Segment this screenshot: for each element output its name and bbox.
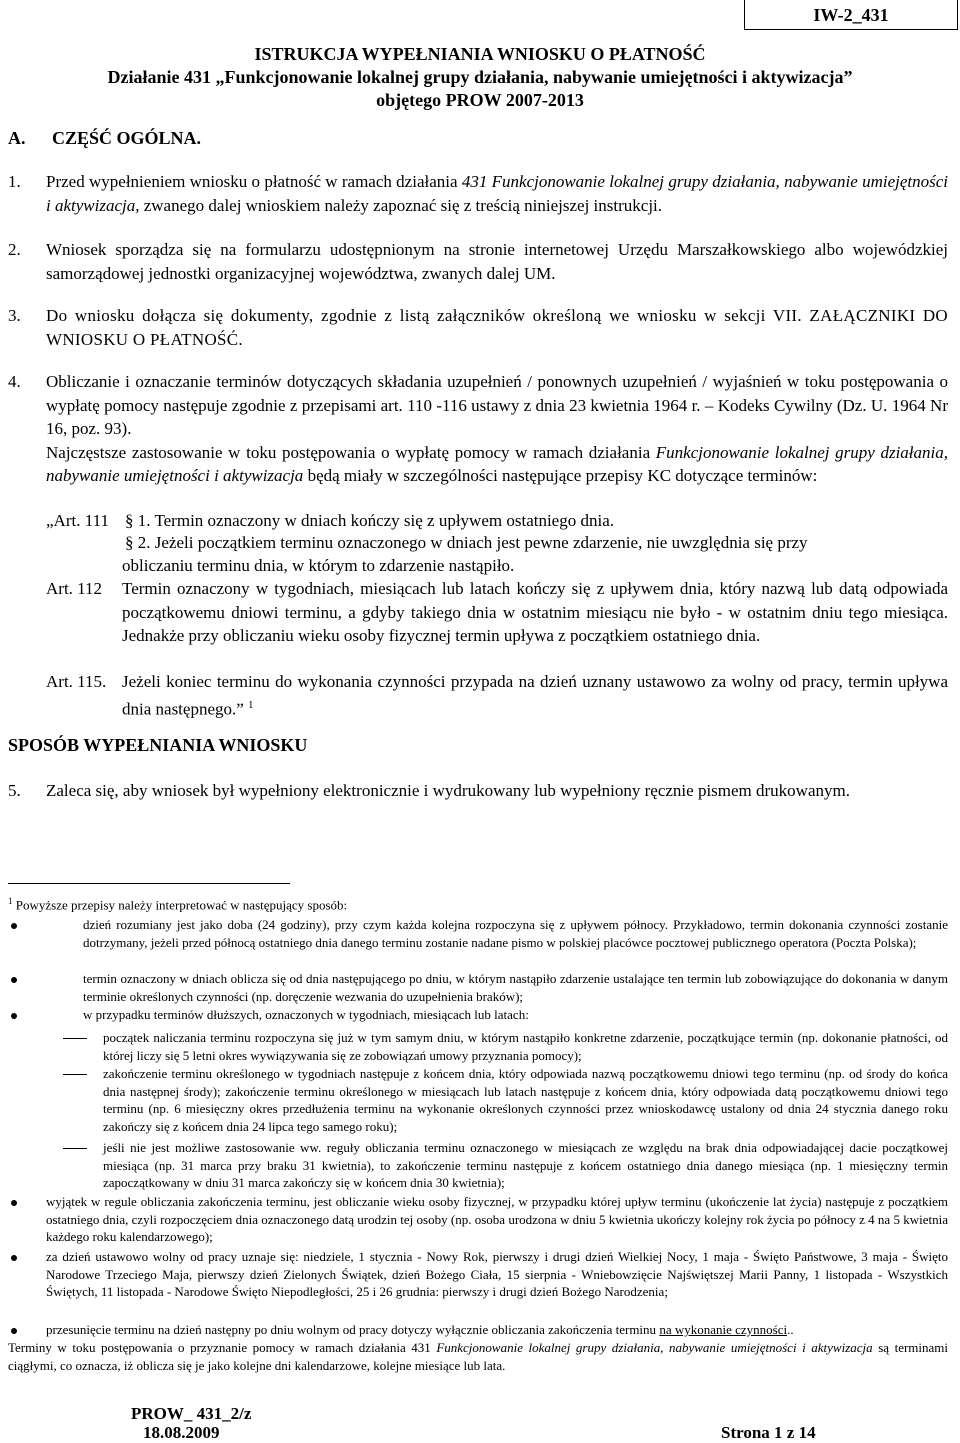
paragraph-5 <box>8 779 948 803</box>
document-subtitle: Działanie 431 „Funkcjonowanie lokalnej grupy działania, nabywanie umiejętności i aktywizacja” <box>107 67 853 87</box>
bullet-icon <box>11 977 17 983</box>
article-111-par-2: § 2. Jeżeli początkiem terminu oznaczonego w dniach jest pewne zdarzenie, nie uwzględnia się przy <box>125 533 808 552</box>
paragraph-number: 3. <box>8 306 21 325</box>
document-code: IW-2_431 <box>744 0 958 30</box>
footnote-closing <box>8 1339 948 1374</box>
footnote-intro <box>8 893 347 914</box>
section-a-heading <box>8 128 201 149</box>
footnote-dash-1: początek naliczania terminu rozpoczyna się już w tym samym dniu, w którym nastąpiło konkretne zdarzenie, początkujące termin (np. dokonanie płatności, od której liczy się 5 letni okres wywiązywania się ze zobowiązań umowy przyznania pomocy); <box>103 1030 948 1063</box>
paragraph-text: Wniosek sporządza się na formularzu udostępnionym na stronie internetowej Urzędu Marszałkowskiego albo wojewódzkiej samorządowej jednostki organizacyjnej województwa, zwanych dalej UM. <box>46 240 948 283</box>
paragraph-italic-text: 431 Funkcjonowanie lokalnej grupy działania, nabywanie umiejętności i aktywizacja, <box>46 172 948 215</box>
paragraph-text: będą miały w szczególności następujące przepisy KC dotyczące terminów: <box>303 466 818 485</box>
bullet-icon <box>11 1013 17 1019</box>
footnote-reference: 1 <box>248 698 254 711</box>
footnote-bullet-2: termin oznaczony w dniach oblicza się od dnia następującego po dniu, w którym nastąpiło zdarzenie ustalające ten termin lub zobowiązujące do dokonania w danym terminie określonych czynności (np. doręczenie wezwania do uzupełnienia braków); <box>83 971 948 1004</box>
paragraph-number: 5. <box>8 781 21 800</box>
paragraph-text: zwanego dalej wnioskiem należy zapoznać się z treścią niniejszej instrukcji. <box>139 195 663 215</box>
paragraph-2 <box>8 238 948 285</box>
footnote-bullet-1: dzień rozumiany jest jako doba (24 godziny), przy czym każda kolejna rozpoczyna się z upływem północy. Przykładowo, termin dokonania czynności zostanie dotrzymany, jeżeli przed północą ostatniego dnia danego terminu zostanie nadane pismo w polskiej placówce pocztowej publicznego operatora (Poczta Polska); <box>83 917 948 950</box>
article-115-heading: Art. 115. <box>46 672 107 691</box>
document-subtitle-program: objętego PROW 2007-2013 <box>376 90 584 110</box>
article-111-par-2-cont: obliczaniu terminu dnia, w którym to zdarzenie nastąpiło. <box>122 556 515 575</box>
bullet-icon <box>11 923 17 929</box>
article-115-text: Jeżeli koniec terminu do wykonania czynności przypada na dzień uznany ustawowo za wolny od pracy, termin upływa dnia następnego.” <box>122 672 948 719</box>
footnote-dash-2: zakończenie terminu określonego w tygodniach następuje z końcem dnia, który odpowiada nazwą początkowemu dniowi tego terminu (np. od środy do końca dnia następnej środy); zakończenie terminu określonego w miesiącach lub latach następuje z końcem dnia, który odpowiada datą początkowemu dniowi tego terminu (np. 6 miesięczny okres przedłużenia terminu na wykonanie określonych czynności przez wnioskodawcę ustalony od dnia 24 stycznia danego roku zakończy się z końcem dnia 24 lipca tego samego roku); <box>103 1066 948 1134</box>
footnote-intro-text: Powyższe przepisy należy interpretować w następujący sposób: <box>15 897 348 913</box>
article-115-body <box>122 670 948 721</box>
footnote-bullet-6-underlined: na wykonanie czynności <box>659 1322 788 1337</box>
footnote-bullet-5: za dzień ustawowo wolny od pracy uznaje się: niedziele, 1 stycznia - Nowy Rok, pierwszy i drugi dzień Wielkiej Nocy, 1 maja - Święto Państwowe, 3 maja - Święto Narodowe Trzeciego Maja, pierwszy dzień Zielonych Świątek, dzień Bożego Ciała, 15 sierpnia - Wniebowzięcie Najświętszej Marii Panny, 1 listopada - Wszystkich Świętych, 11 listopada - Narodowe Święto Niepodległości, 25 i 26 grudnia: pierwszy i drugi dzień Bożego Narodzenia; <box>46 1249 948 1299</box>
section-a-letter: A. <box>8 128 26 148</box>
dash-icon <box>63 1074 87 1075</box>
paragraph-text: Najczęstsze zastosowanie w toku postępowania o wypłatę pomocy w ramach działania <box>46 442 656 462</box>
dash-icon <box>63 1148 87 1149</box>
footnote-number: 1 <box>8 896 13 906</box>
article-112-body: Termin oznaczony w tygodniach, miesiącach lub latach kończy się z upływem dnia, który nazwą lub datą odpowiada początkowemu dniowi terminu, a gdyby takiego dnia w ostatnim miesiącu nie było - w ostatnim dniu tego miesiąca. Jednakże przy obliczaniu wieku osoby fizycznej termin upływa z początkiem ostatniego dnia. <box>122 579 948 645</box>
paragraph-number: 4. <box>8 372 21 391</box>
footnote-bullet-6-text: przesunięcie terminu na dzień następny po dniu wolnym od pracy dotyczy wyłącznie obliczania zakończenia terminu <box>46 1322 660 1337</box>
bullet-icon <box>11 1200 17 1206</box>
paragraph-1 <box>8 170 948 217</box>
footnote-bullet-6-end: .. <box>787 1322 794 1337</box>
paragraph-italic-text: Funkcjonowanie lokalnej grupy działania, nabywanie umiejętności i aktywizacja <box>46 442 948 485</box>
article-112-heading: Art. 112 <box>46 579 103 598</box>
paragraph-text: Przed wypełnieniem wniosku o płatność w ramach działania <box>46 172 462 191</box>
paragraph-text: Obliczanie i oznaczanie terminów dotyczących składania uzupełnień / ponownych uzupełnień / wyjaśnień w toku postępowania o wypłatę pomocy następuje zgodnie z przepisami art. 110 -116 ustawy z dnia 23 kwietnia 1964 r. – Kodeks Cywilny (Dz. U. 1964 Nr 16, poz. 93). <box>46 372 948 438</box>
bullet-icon <box>11 1255 17 1261</box>
paragraph-text: Zaleca się, aby wniosek był wypełniony elektronicznie i wydrukowany lub wypełniony ręcznie pismem drukowanym. <box>46 781 850 800</box>
paragraph-3 <box>8 304 948 351</box>
footnote-closing-text: są terminami ciągłymi, co oznacza, iż oblicza się je jako kolejne dni kalendarzowe, kolejne miesiące lub lata. <box>8 1340 949 1373</box>
paragraph-number: 1. <box>8 172 21 191</box>
section-a-label: CZĘŚĆ OGÓLNA. <box>52 128 202 148</box>
footnote-closing-italic: Funkcjonowanie lokalnej grupy działania, nabywanie umiejętności i aktywizacja <box>436 1340 873 1355</box>
footnote-bullet-6 <box>46 1321 948 1339</box>
paragraph-number: 2. <box>8 240 21 259</box>
paragraph-text: Do wniosku dołącza się dokumenty, zgodnie z listą załączników określoną we wniosku w sekcji VII. ZAŁĄCZNIKI DO WNIOSKU O PŁATNOŚĆ. <box>46 306 948 349</box>
footnote-separator <box>8 883 290 884</box>
footer-page-number: Strona 1 z 14 <box>721 1423 816 1442</box>
paragraph-4 <box>8 370 948 488</box>
article-111-par-1: § 1. Termin oznaczony w dniach kończy się z upływem ostatniego dnia. <box>125 511 614 530</box>
footnote-closing-text: Terminy w toku postępowania o przyznanie pomocy w ramach działania 431 <box>8 1340 437 1355</box>
article-111-heading: „Art. 111 <box>46 511 109 530</box>
footnote-dash-3: jeśli nie jest możliwe zastosowanie ww. reguły obliczania terminu oznaczonego w miesiącach ze względu na brak dnia odpowiadającej dacie początkowej miesiąca (np. 31 marca przy braku 31 kwietnia), to zakończenie terminu następuje z końcem ostatniego dnia danego miesiąca (np. 1 miesięczny termin zapoczątkowany w dniu 31 marca zakończy się w końcem dnia 30 kwietnia); <box>103 1140 948 1190</box>
footnote-bullet-3: w przypadku terminów dłuższych, oznaczonych w tygodniach, miesiącach lub latach: <box>83 1007 529 1022</box>
footnote-bullet-4: wyjątek w regule obliczania zakończenia terminu, jest obliczanie wieku osoby fizycznej, w przypadku której upływ terminu (ukończenie lat życia) następuje z początkiem ostatniego dnia, czyli rozpoczęciem dnia oznaczonego datą urodzin tej osoby (np. osoba urodzona w dniu 5 kwietnia ukończy kolejny rok życia po północy z 4 na 5 kwietnia każdego roku kalendarzowego); <box>46 1194 948 1244</box>
dash-icon <box>63 1038 87 1039</box>
paragraph-text-continued <box>46 441 948 488</box>
document-title: ISTRUKCJA WYPEŁNIANIA WNIOSKU O PŁATNOŚĆ <box>254 44 706 64</box>
footer-form-code: PROW_ 431_2/z <box>131 1404 252 1423</box>
footer-date: 18.08.2009 <box>143 1423 220 1442</box>
section-b-heading: SPOSÓB WYPEŁNIANIA WNIOSKU <box>8 735 308 755</box>
bullet-icon <box>11 1328 17 1334</box>
